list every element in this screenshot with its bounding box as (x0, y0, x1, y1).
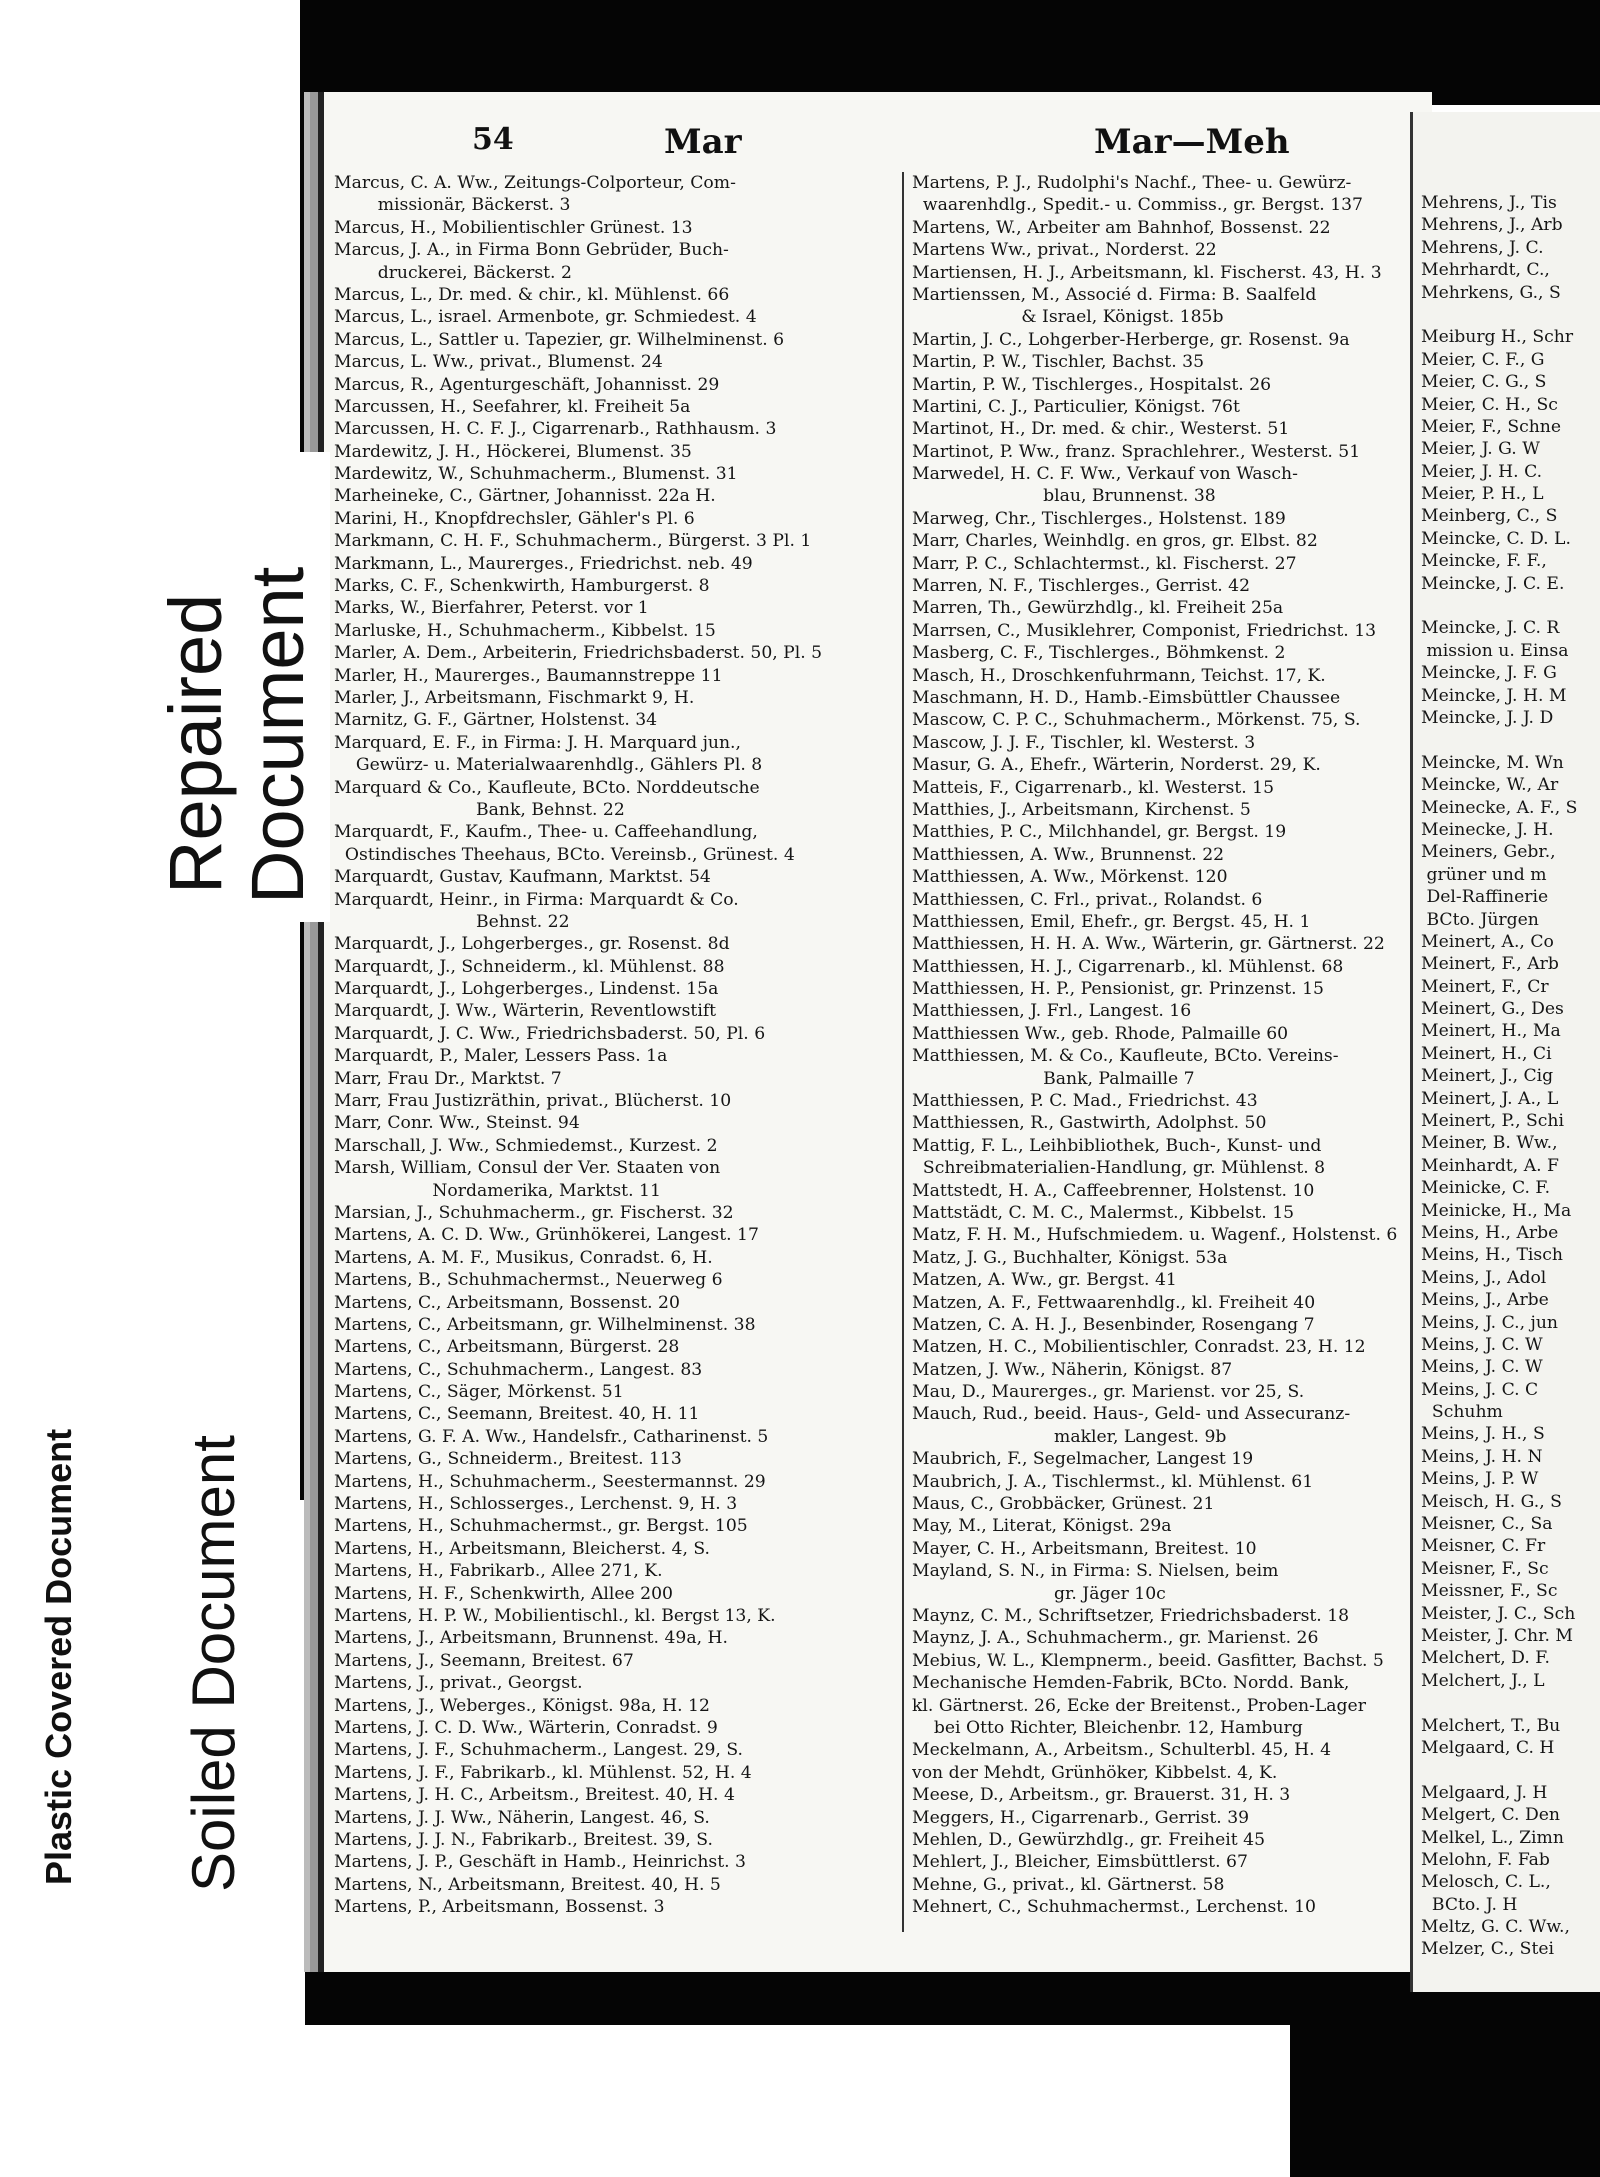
next-page-entry-line: Meinert, G., Des (1421, 999, 1564, 1020)
directory-entry-line: makler, Langest. 9b (912, 1426, 1227, 1447)
directory-entry-line: Nordamerika, Marktst. 11 (334, 1180, 661, 1201)
next-page-entry-line: Meincke, W., Ar (1421, 775, 1559, 796)
page-header-right: Mar—Meh (1094, 122, 1290, 162)
directory-entry-line: Martin, J. C., Lohgerber-Herberge, gr. Rosenst. 9a (912, 329, 1350, 350)
next-page-entry-line: Meins, J. C. W (1421, 1334, 1543, 1355)
next-page-entry-line: Meier, F., Schne (1421, 416, 1562, 437)
next-page-entry-line: Meisch, H. G., S (1421, 1491, 1562, 1512)
directory-entry-line: Marcus, L. Ww., privat., Blumenst. 24 (334, 352, 663, 373)
next-page-entry-line (1421, 1759, 1600, 1781)
next-page-entry-line: Melosch, C. L., (1421, 1872, 1551, 1893)
next-page-entry-line: Meincke, J. J. D (1421, 707, 1554, 728)
next-page-entry-line: Meister, J. Chr. M (1421, 1626, 1573, 1646)
directory-entry-line: Matzen, C. A. H. J., Besenbinder, Rosengang 7 (912, 1314, 1315, 1335)
directory-entry-line: Marler, J., Arbeitsmann, Fischmarkt 9, H. (334, 687, 695, 708)
directory-entry-line: Marquard, E. F., in Firma: J. H. Marquard jun., (334, 732, 741, 753)
directory-entry-line: Marquardt, J. Ww., Wärterin, Reventlowstift (334, 1001, 717, 1022)
directory-entry-line: Martens, J. C. D. Ww., Wärterin, Conradst. 9 (334, 1717, 718, 1738)
directory-entry-line: Matzen, A. F., Fettwaarenhdlg., kl. Freiheit 40 (912, 1292, 1316, 1313)
directory-entry-line: kl. Gärtnerst. 26, Ecke der Breitenst., Proben-Lager (912, 1695, 1366, 1716)
directory-entry-line: Marr, Frau Dr., Marktst. 7 (334, 1068, 562, 1089)
directory-entry-line: Mebius, W. L., Klempnerm., beeid. Gasfitter, Bachst. 5 (912, 1650, 1384, 1671)
next-page-entry-line: Meisner, F., Sc (1421, 1558, 1549, 1579)
next-page-entry-line: Meinert, A., Co (1421, 931, 1554, 952)
next-page-entry-line: Meins, J. H. N (1421, 1446, 1543, 1467)
repaired-label-line1: Repaired (154, 593, 237, 894)
directory-entry-line: Mattig, F. L., Leihbibliothek, Buch-, Kunst- und (912, 1135, 1322, 1156)
directory-entry-line: Marschall, J. Ww., Schmiedemst., Kurzest. 2 (334, 1135, 718, 1156)
directory-entry-line: Matthies, J., Arbeitsmann, Kirchenst. 5 (912, 799, 1251, 820)
directory-entry-line: Marr, Charles, Weinhdlg. en gros, gr. Elbst. 82 (912, 531, 1318, 552)
next-page-entry-line (1421, 304, 1600, 326)
directory-entry-line: Matthiessen, H. H. A. Ww., Wärterin, gr. Gärtnerst. 22 (912, 934, 1385, 955)
next-page-entry-line: Mehrens, J. C. (1421, 237, 1544, 258)
directory-entry-line: Mattstädt, C. M. C., Malermst., Kibbelst. 15 (912, 1202, 1295, 1223)
next-page-entry-line: Meinert, P., Schi (1421, 1111, 1564, 1132)
directory-entry-line: Martens, C., Arbeitsmann, gr. Wilhelminenst. 38 (334, 1314, 756, 1335)
directory-entry-line: Marcus, C. A. Ww., Zeitungs-Colporteur, Com- (334, 173, 736, 193)
directory-entry-line: Marquardt, F., Kaufm., Thee- u. Caffeehandlung, (334, 822, 758, 843)
directory-entry-line: Maynz, J. A., Schuhmacherm., gr. Marienst. 26 (912, 1628, 1319, 1649)
directory-entry-line: blau, Brunnenst. 38 (912, 486, 1216, 507)
next-page-entry-line: Melchert, D. F. (1421, 1648, 1550, 1669)
next-page-entry-line: Melgaard, C. H (1421, 1737, 1555, 1758)
plastic-covered-tag (30, 1295, 90, 1895)
next-page-entry-line: Meier, C. G., S (1421, 372, 1547, 393)
directory-entry-line: Marheineke, C., Gärtner, Johannisst. 22a H. (334, 486, 716, 507)
directory-entry-line: Mascow, J. J. F., Tischler, kl. Westerst. 3 (912, 732, 1256, 753)
next-page-column (1421, 192, 1600, 1961)
directory-entry-line: Mehne, G., privat., kl. Gärtnerst. 58 (912, 1874, 1225, 1895)
next-page-entry-line: Meister, J. C., Sch (1421, 1603, 1576, 1624)
directory-entry-line: Martens, C., Arbeitsmann, Bürgerst. 28 (334, 1337, 680, 1358)
directory-entry-line: Mau, D., Maurerges., gr. Marienst. vor 25, S. (912, 1382, 1305, 1403)
directory-entry-line: Martens, N., Arbeitsmann, Breitest. 40, H. 5 (334, 1874, 721, 1895)
directory-entry-line: Marks, C. F., Schenkwirth, Hamburgerst. 8 (334, 576, 710, 597)
next-page-entry-line: Meins, H., Tisch (1421, 1245, 1563, 1266)
directory-entry-line: Marr, P. C., Schlachtermst., kl. Fischerst. 27 (912, 553, 1297, 574)
page-header-left: Mar (664, 122, 742, 162)
scan-dark-top-right (1280, 0, 1600, 105)
next-page-entry-line: Meinert, H., Ma (1421, 1021, 1561, 1042)
directory-entry-line: Martens, G., Schneiderm., Breitest. 113 (334, 1449, 682, 1470)
next-page-entry-line: Meins, J. C. C (1421, 1379, 1539, 1400)
directory-entry-line: von der Mehdt, Grünhöker, Kibbelst. 4, K. (912, 1762, 1278, 1783)
directory-entry-line: Matteis, F., Cigarrenarb., kl. Westerst. 15 (912, 777, 1275, 798)
directory-entry-line: Bank, Behnst. 22 (334, 799, 625, 820)
next-page-entry-line: Meiner, B. Ww., (1421, 1133, 1558, 1154)
directory-entry-line: Mehlert, J., Bleicher, Eimsbüttlerst. 67 (912, 1852, 1248, 1873)
directory-entry-line: Maschmann, H. D., Hamb.-Eimsbüttler Chaussee (912, 687, 1341, 708)
directory-entry-line: Marler, H., Maurerges., Baumannstreppe 11 (334, 665, 723, 686)
directory-entry-line: Matzen, A. Ww., gr. Bergst. 41 (912, 1270, 1177, 1291)
directory-entry-line: Meese, D., Arbeitsm., gr. Brauerst. 31, H. 3 (912, 1785, 1291, 1806)
next-page-entry-line: Meinert, F., Arb (1421, 954, 1559, 975)
directory-entry-line: Martens, H., Schuhmachermst., gr. Bergst. 105 (334, 1516, 748, 1537)
directory-entry-line: Martens, J., privat., Georgst. (334, 1673, 583, 1694)
directory-entry-line: Marquardt, Heinr., in Firma: Marquardt & Co. (334, 889, 739, 910)
directory-entry-line: Martens, P. J., Rudolphi's Nachf., Thee- u. Gewürz- (912, 173, 1352, 193)
directory-entry-line: Martens, H., Schlosserges., Lerchenst. 9, H. 3 (334, 1494, 738, 1515)
directory-entry-line: Marquardt, J., Schneiderm., kl. Mühlenst. 88 (334, 956, 725, 977)
repaired-document-tag (148, 452, 330, 922)
directory-entry-line: bei Otto Richter, Bleichenbr. 12, Hamburg (912, 1717, 1303, 1738)
directory-entry-line: Matthiessen, A. Ww., Brunnenst. 22 (912, 844, 1225, 865)
next-page-entry-line: Meincke, J. C. R (1421, 618, 1560, 639)
directory-entry-line: Martens, J. F., Schuhmacherm., Langest. 29, S. (334, 1740, 743, 1761)
directory-entry-line: Marquardt, J., Lohgerberges., Lindenst. 15a (334, 979, 719, 1000)
directory-entry-line: Martens, J. H. C., Arbeitsm., Breitest. 40, H. 4 (334, 1785, 735, 1806)
directory-entry-line: Marcus, L., israel. Armenbote, gr. Schmiedest. 4 (334, 307, 757, 328)
directory-entry-line: Marquard & Co., Kaufleute, BCto. Norddeutsche (334, 777, 760, 798)
directory-entry-line: Martens, W., Arbeiter am Bahnhof, Bossenst. 22 (912, 217, 1331, 238)
directory-entry-line: Martens, C., Seemann, Breitest. 40, H. 11 (334, 1404, 700, 1425)
directory-entry-line: Martens, J. P., Geschäft in Hamb., Heinrichst. 3 (334, 1852, 746, 1873)
directory-entry-line: Marren, Th., Gewürzhdlg., kl. Freiheit 25a (912, 598, 1284, 619)
next-page-entry-line: Meier, P. H., L (1421, 484, 1544, 505)
directory-entry-line: Matthiessen, H. P., Pensionist, gr. Prinzenst. 15 (912, 979, 1324, 1000)
directory-entry-line: Martens, H., Schuhmacherm., Seestermannst. 29 (334, 1471, 766, 1492)
directory-entry-line: Marwedel, H. C. F. Ww., Verkauf von Wasch- (912, 464, 1298, 485)
directory-entry-line: Marcussen, H., Seefahrer, kl. Freiheit 5a (334, 396, 691, 417)
directory-entry-line: Martens, G. F. A. Ww., Handelsfr., Catharinenst. 5 (334, 1426, 769, 1447)
next-page-entry-line: Schuhm (1421, 1402, 1503, 1423)
directory-entry-line: Matthiessen Ww., geb. Rhode, Palmaille 60 (912, 1023, 1289, 1044)
next-page-entry-line: Meinert, J., Cig (1421, 1066, 1554, 1087)
directory-entry-line: Martienssen, M., Associé d. Firma: B. Saalfeld (912, 284, 1317, 305)
next-page-entry-line: Meincke, C. D. L. (1421, 528, 1571, 549)
next-page-entry-line: Meier, J. G. W (1421, 439, 1540, 460)
directory-entry-line: Mehlen, D., Gewürzhdlg., gr. Freiheit 45 (912, 1829, 1266, 1850)
directory-entry-line: Marquardt, J., Lohgerberges., gr. Rosenst. 8d (334, 934, 730, 955)
next-page-entry-line: Mehrhardt, C., (1421, 260, 1550, 281)
next-page-entry-line: Meisner, C., Sa (1421, 1514, 1553, 1535)
directory-entry-line: Mehnert, C., Schuhmachermst., Lerchenst. 10 (912, 1897, 1316, 1918)
directory-entry-line: May, M., Literat, Königst. 29a (912, 1516, 1172, 1537)
directory-entry-line: Matz, F. H. M., Hufschmiedem. u. Wagenf., Holstenst. 6 (912, 1225, 1398, 1246)
next-page-entry-line: Melgert, C. Den (1421, 1805, 1560, 1826)
left-column (334, 172, 894, 1918)
directory-entry-line: Matthiessen, P. C. Mad., Friedrichst. 43 (912, 1091, 1258, 1112)
directory-entry-line: Martens, H., Arbeitsmann, Bleicherst. 4, S. (334, 1538, 710, 1559)
directory-entry-line: Martens, J. J. N., Fabrikarb., Breitest. 39, S. (334, 1829, 713, 1850)
directory-entry-line: Matthiessen, R., Gastwirth, Adolphst. 50 (912, 1113, 1267, 1134)
next-page-entry-line: Meinicke, H., Ma (1421, 1200, 1572, 1221)
next-page-entry-line: BCto. J. H (1421, 1894, 1518, 1915)
directory-page (318, 92, 1432, 1972)
next-page-entry-line: Meinecke, A. F., S (1421, 797, 1578, 818)
next-page-entry-line: Meins, J., Adol (1421, 1267, 1547, 1288)
directory-entry-line: Martin, P. W., Tischler, Bachst. 35 (912, 352, 1205, 373)
directory-entry-line: Ostindisches Theehaus, BCto. Vereinsb., Grünest. 4 (334, 844, 795, 865)
repaired-label-line2: Document (236, 566, 319, 904)
next-page-entry-line: Meins, J., Arbe (1421, 1290, 1549, 1311)
next-page-entry-line: Meincke, F. F., (1421, 551, 1547, 572)
directory-entry-line: Marquardt, Gustav, Kaufmann, Marktst. 54 (334, 867, 711, 888)
directory-entry-line: Matzen, J. Ww., Näherin, Königst. 87 (912, 1359, 1233, 1380)
page-number: 54 (472, 122, 514, 157)
directory-entry-line: Marcus, L., Dr. med. & chir., kl. Mühlenst. 66 (334, 284, 730, 305)
directory-entry-line: Mardewitz, W., Schuhmacherm., Blumenst. 31 (334, 464, 738, 485)
directory-entry-line: Martens, A. C. D. Ww., Grünhökerei, Langest. 17 (334, 1225, 759, 1246)
next-page-entry-line: Mehrens, J., Tis (1421, 193, 1557, 213)
directory-entry-line: missionär, Bäckerst. 3 (334, 195, 571, 216)
directory-entry-line: Meckelmann, A., Arbeitsm., Schulterbl. 45, H. 4 (912, 1740, 1332, 1761)
directory-entry-line: Marcus, H., Mobilientischler Grünest. 13 (334, 217, 693, 238)
directory-entry-line: Matthiessen, C. Frl., privat., Rolandst. 6 (912, 889, 1263, 910)
directory-entry-line: Martinot, H., Dr. med. & chir., Westerst. 51 (912, 419, 1290, 440)
next-page-entry-line: Meinberg, C., S (1421, 506, 1558, 527)
directory-entry-line: Matthiessen, J. Frl., Langest. 16 (912, 1001, 1192, 1022)
right-column (912, 172, 1427, 1918)
next-page-entry-line: Mehrkens, G., S (1421, 282, 1561, 303)
directory-entry-line: Masberg, C. F., Tischlerges., Böhmkenst. 2 (912, 643, 1286, 664)
directory-entry-line: Martens, H. P. W., Mobilientischl., kl. Bergst 13, K. (334, 1606, 776, 1626)
next-page-entry-line: Meier, J. H. C. (1421, 461, 1543, 482)
directory-entry-line: Marquardt, P., Maler, Lessers Pass. 1a (334, 1046, 668, 1067)
next-page-entry-line: Melkel, L., Zimn (1421, 1827, 1564, 1848)
directory-entry-line: Mattstedt, H. A., Caffeebrenner, Holstenst. 10 (912, 1180, 1315, 1201)
directory-entry-line: Martens, J., Arbeitsmann, Brunnenst. 49a, H. (334, 1628, 728, 1649)
directory-entry-line: gr. Jäger 10c (912, 1583, 1166, 1604)
directory-entry-line: Masch, H., Droschkenfuhrmann, Teichst. 17, K. (912, 665, 1326, 686)
next-page-entry-line: Meinhardt, A. F (1421, 1155, 1559, 1176)
next-page-entry-line: Meltz, G. C. Ww., (1421, 1917, 1570, 1938)
directory-entry-line: Martin, P. W., Tischlerges., Hospitalst. 26 (912, 374, 1272, 395)
next-page-entry-line: Meinicke, C. F. (1421, 1178, 1551, 1199)
directory-entry-line: Martens, C., Säger, Mörkenst. 51 (334, 1382, 624, 1403)
next-page-entry-line: mission u. Einsa (1421, 640, 1569, 661)
next-page-edge (1410, 112, 1600, 1992)
directory-entry-line: Martens, C., Schuhmacherm., Langest. 83 (334, 1359, 703, 1380)
next-page-entry-line: Melohn, F. Fab (1421, 1849, 1550, 1870)
directory-entry-line: Marquardt, J. C. Ww., Friedrichsbaderst. 50, Pl. 6 (334, 1023, 766, 1044)
directory-entry-line: Maynz, C. M., Schriftsetzer, Friedrichsbaderst. 18 (912, 1606, 1350, 1626)
directory-entry-line: waarenhdlg., Spedit.- u. Commiss., gr. Bergst. 137 (912, 195, 1363, 216)
directory-entry-line: Mascow, C. P. C., Schuhmacherm., Mörkenst. 75, S. (912, 710, 1361, 731)
next-page-entry-line (1421, 595, 1600, 617)
next-page-entry-line: Del-Raffinerie (1421, 887, 1549, 908)
directory-entry-line: Matzen, H. C., Mobilientischler, Conradst. 23, H. 12 (912, 1337, 1366, 1358)
directory-entry-line: Martens, H. F., Schenkwirth, Allee 200 (334, 1583, 673, 1604)
directory-entry-line: Mechanische Hemden-Fabrik, BCto. Nordd. Bank, (912, 1673, 1350, 1694)
directory-entry-line: Marks, W., Bierfahrer, Peterst. vor 1 (334, 598, 649, 619)
directory-entry-line: Marrsen, C., Musiklehrer, Componist, Friedrichst. 13 (912, 620, 1377, 641)
next-page-entry-line: Meinert, F., Cr (1421, 976, 1549, 997)
next-page-entry-line: Meins, J. C., jun (1421, 1312, 1558, 1333)
directory-entry-line: Martens, P., Arbeitsmann, Bossenst. 3 (334, 1897, 665, 1918)
directory-entry-line: Martens, J., Weberges., Königst. 98a, H. 12 (334, 1695, 710, 1716)
next-page-entry-line: Meincke, M. Wn (1421, 752, 1564, 773)
next-page-entry-line: Melzer, C., Stei (1421, 1939, 1555, 1960)
directory-entry-line: Maus, C., Grobbäcker, Grünest. 21 (912, 1494, 1215, 1515)
next-page-entry-line: Meier, C. F., G (1421, 349, 1545, 370)
directory-entry-line: Martens, A. M. F., Musikus, Conradst. 6, H. (334, 1247, 713, 1268)
next-page-entry-line: Meisner, C. Fr (1421, 1536, 1546, 1557)
directory-entry-line: Marnitz, G. F., Gärtner, Holstenst. 34 (334, 710, 658, 731)
directory-entry-line: Marcussen, H. C. F. J., Cigarrenarb., Rathhausm. 3 (334, 419, 777, 440)
directory-entry-line: Mayland, S. N., in Firma: S. Nielsen, beim (912, 1561, 1279, 1582)
directory-entry-line: Martiensen, H. J., Arbeitsmann, kl. Fischerst. 43, H. 3 (912, 262, 1382, 283)
next-page-entry-line: Meincke, J. F. G (1421, 663, 1557, 684)
next-page-entry-line: Meincke, J. H. M (1421, 685, 1567, 706)
next-page-entry-line: Melchert, T., Bu (1421, 1715, 1561, 1736)
directory-entry-line: Martens, C., Arbeitsmann, Bossenst. 20 (334, 1292, 680, 1313)
column-divider (902, 172, 904, 1932)
directory-entry-line: Marr, Frau Justizräthin, privat., Blücherst. 10 (334, 1091, 732, 1112)
next-page-entry-line: Meins, J. H., S (1421, 1424, 1545, 1445)
directory-entry-line: Marcus, J. A., in Firma Bonn Gebrüder, Buch- (334, 240, 729, 261)
next-page-entry-line: Meinert, H., Ci (1421, 1043, 1552, 1064)
directory-entry-line: druckerei, Bäckerst. 2 (334, 262, 572, 283)
next-page-entry-line: BCto. Jürgen (1421, 909, 1539, 930)
directory-entry-line: Matthiessen, Emil, Ehefr., gr. Bergst. 45, H. 1 (912, 911, 1311, 932)
directory-entry-line: Mayer, C. H., Arbeitsmann, Breitest. 10 (912, 1538, 1257, 1559)
directory-entry-line: Markmann, C. H. F., Schuhmacherm., Bürgerst. 3 Pl. 1 (334, 531, 812, 552)
next-page-entry-line: Meissner, F., Sc (1421, 1581, 1558, 1602)
directory-entry-line: Matthiessen, A. Ww., Mörkenst. 120 (912, 867, 1228, 888)
directory-entry-line: Marsh, William, Consul der Ver. Staaten von (334, 1158, 721, 1179)
directory-entry-line: Behnst. 22 (334, 911, 570, 932)
directory-entry-line: Matthiessen, M. & Co., Kaufleute, BCto. Vereins- (912, 1046, 1339, 1067)
next-page-entry-line: Meinecke, J. H. (1421, 819, 1554, 840)
directory-entry-line: Marini, H., Knopfdrechsler, Gähler's Pl. 6 (334, 508, 695, 529)
directory-entry-line: Maubrich, F., Segelmacher, Langest 19 (912, 1449, 1254, 1470)
directory-entry-line: Marcus, L., Sattler u. Tapezier, gr. Wilhelminenst. 6 (334, 329, 785, 350)
directory-entry-line: Schreibmaterialien-Handlung, gr. Mühlenst. 8 (912, 1158, 1326, 1179)
directory-entry-line: Meggers, H., Cigarrenarb., Gerrist. 39 (912, 1807, 1250, 1828)
directory-entry-line: Mardewitz, J. H., Höckerei, Blumenst. 35 (334, 441, 692, 462)
directory-entry-line: Martens, B., Schuhmachermst., Neuerweg 6 (334, 1270, 723, 1291)
next-page-entry-line (1421, 729, 1600, 751)
next-page-entry-line: Melgaard, J. H (1421, 1782, 1548, 1803)
next-page-entry-line: Meiburg H., Schr (1421, 327, 1574, 348)
directory-entry-line: Matthies, P. C., Milchhandel, gr. Bergst. 19 (912, 822, 1287, 843)
directory-entry-line: & Israel, Königst. 185b (912, 307, 1224, 328)
next-page-entry-line: Meier, C. H., Sc (1421, 394, 1558, 415)
next-page-entry-line (1421, 1692, 1600, 1714)
next-page-entry-line: Melchert, J., L (1421, 1670, 1545, 1691)
plastic-covered-label: Plastic Covered Document (38, 1428, 79, 1885)
directory-entry-line: Marren, N. F., Tischlerges., Gerrist. 42 (912, 576, 1251, 597)
next-page-entry-line: Meinert, J. A., L (1421, 1088, 1559, 1109)
directory-entry-line: Marcus, R., Agenturgeschäft, Johannisst. 29 (334, 374, 720, 395)
directory-entry-line: Maubrich, J. A., Tischlermst., kl. Mühlenst. 61 (912, 1471, 1314, 1492)
next-page-entry-line: Meins, J. P. W (1421, 1469, 1539, 1490)
next-page-entry-line: Mehrens, J., Arb (1421, 215, 1563, 236)
directory-entry-line: Martens, H., Fabrikarb., Allee 271, K. (334, 1561, 663, 1582)
next-page-entry-line: Meins, H., Arbe (1421, 1222, 1559, 1243)
soiled-document-label: Soiled Document (180, 1435, 247, 1892)
directory-entry-line: Gewürz- u. Materialwaarenhdlg., Gählers Pl. 8 (334, 755, 763, 776)
directory-entry-line: Markmann, L., Maurerges., Friedrichst. neb. 49 (334, 553, 753, 574)
next-page-entry-line: grüner und m (1421, 864, 1547, 885)
directory-entry-line: Marsian, J., Schuhmacherm., gr. Fischerst. 32 (334, 1202, 734, 1223)
directory-entry-line: Bank, Palmaille 7 (912, 1068, 1195, 1089)
scan-dark-bottom-left (305, 1965, 1320, 2025)
directory-entry-line: Marluske, H., Schuhmacherm., Kibbelst. 15 (334, 620, 716, 641)
next-page-entry-line: Meins, J. C. W (1421, 1357, 1543, 1378)
directory-entry-line: Marler, A. Dem., Arbeiterin, Friedrichsbaderst. 50, Pl. 5 (334, 643, 823, 664)
next-page-entry-line: Meincke, J. C. E. (1421, 573, 1565, 594)
directory-entry-line: Martens, J. F., Fabrikarb., kl. Mühlenst. 52, H. 4 (334, 1762, 752, 1783)
directory-entry-line: Martens Ww., privat., Norderst. 22 (912, 240, 1217, 261)
directory-entry-line: Matz, J. G., Buchhalter, Königst. 53a (912, 1247, 1228, 1268)
directory-entry-line: Martinot, P. Ww., franz. Sprachlehrer., Westerst. 51 (912, 441, 1361, 462)
directory-entry-line: Martens, J. J. Ww., Näherin, Langest. 46, S. (334, 1807, 710, 1828)
directory-entry-line: Martini, C. J., Particulier, Königst. 76t (912, 396, 1240, 417)
directory-entry-line: Martens, J., Seemann, Breitest. 67 (334, 1650, 634, 1671)
directory-entry-line: Mauch, Rud., beeid. Haus-, Geld- und Assecuranz- (912, 1404, 1351, 1425)
directory-entry-line: Marr, Conr. Ww., Steinst. 94 (334, 1113, 580, 1134)
directory-entry-line: Marweg, Chr., Tischlerges., Holstenst. 189 (912, 508, 1286, 529)
soiled-document-tag (160, 1310, 270, 1900)
directory-entry-line: Matthiessen, H. J., Cigarrenarb., kl. Mühlenst. 68 (912, 956, 1344, 977)
directory-entry-line: Masur, G. A., Ehefr., Wärterin, Norderst. 29, K. (912, 755, 1321, 776)
next-page-entry-line: Meiners, Gebr., (1421, 842, 1556, 863)
